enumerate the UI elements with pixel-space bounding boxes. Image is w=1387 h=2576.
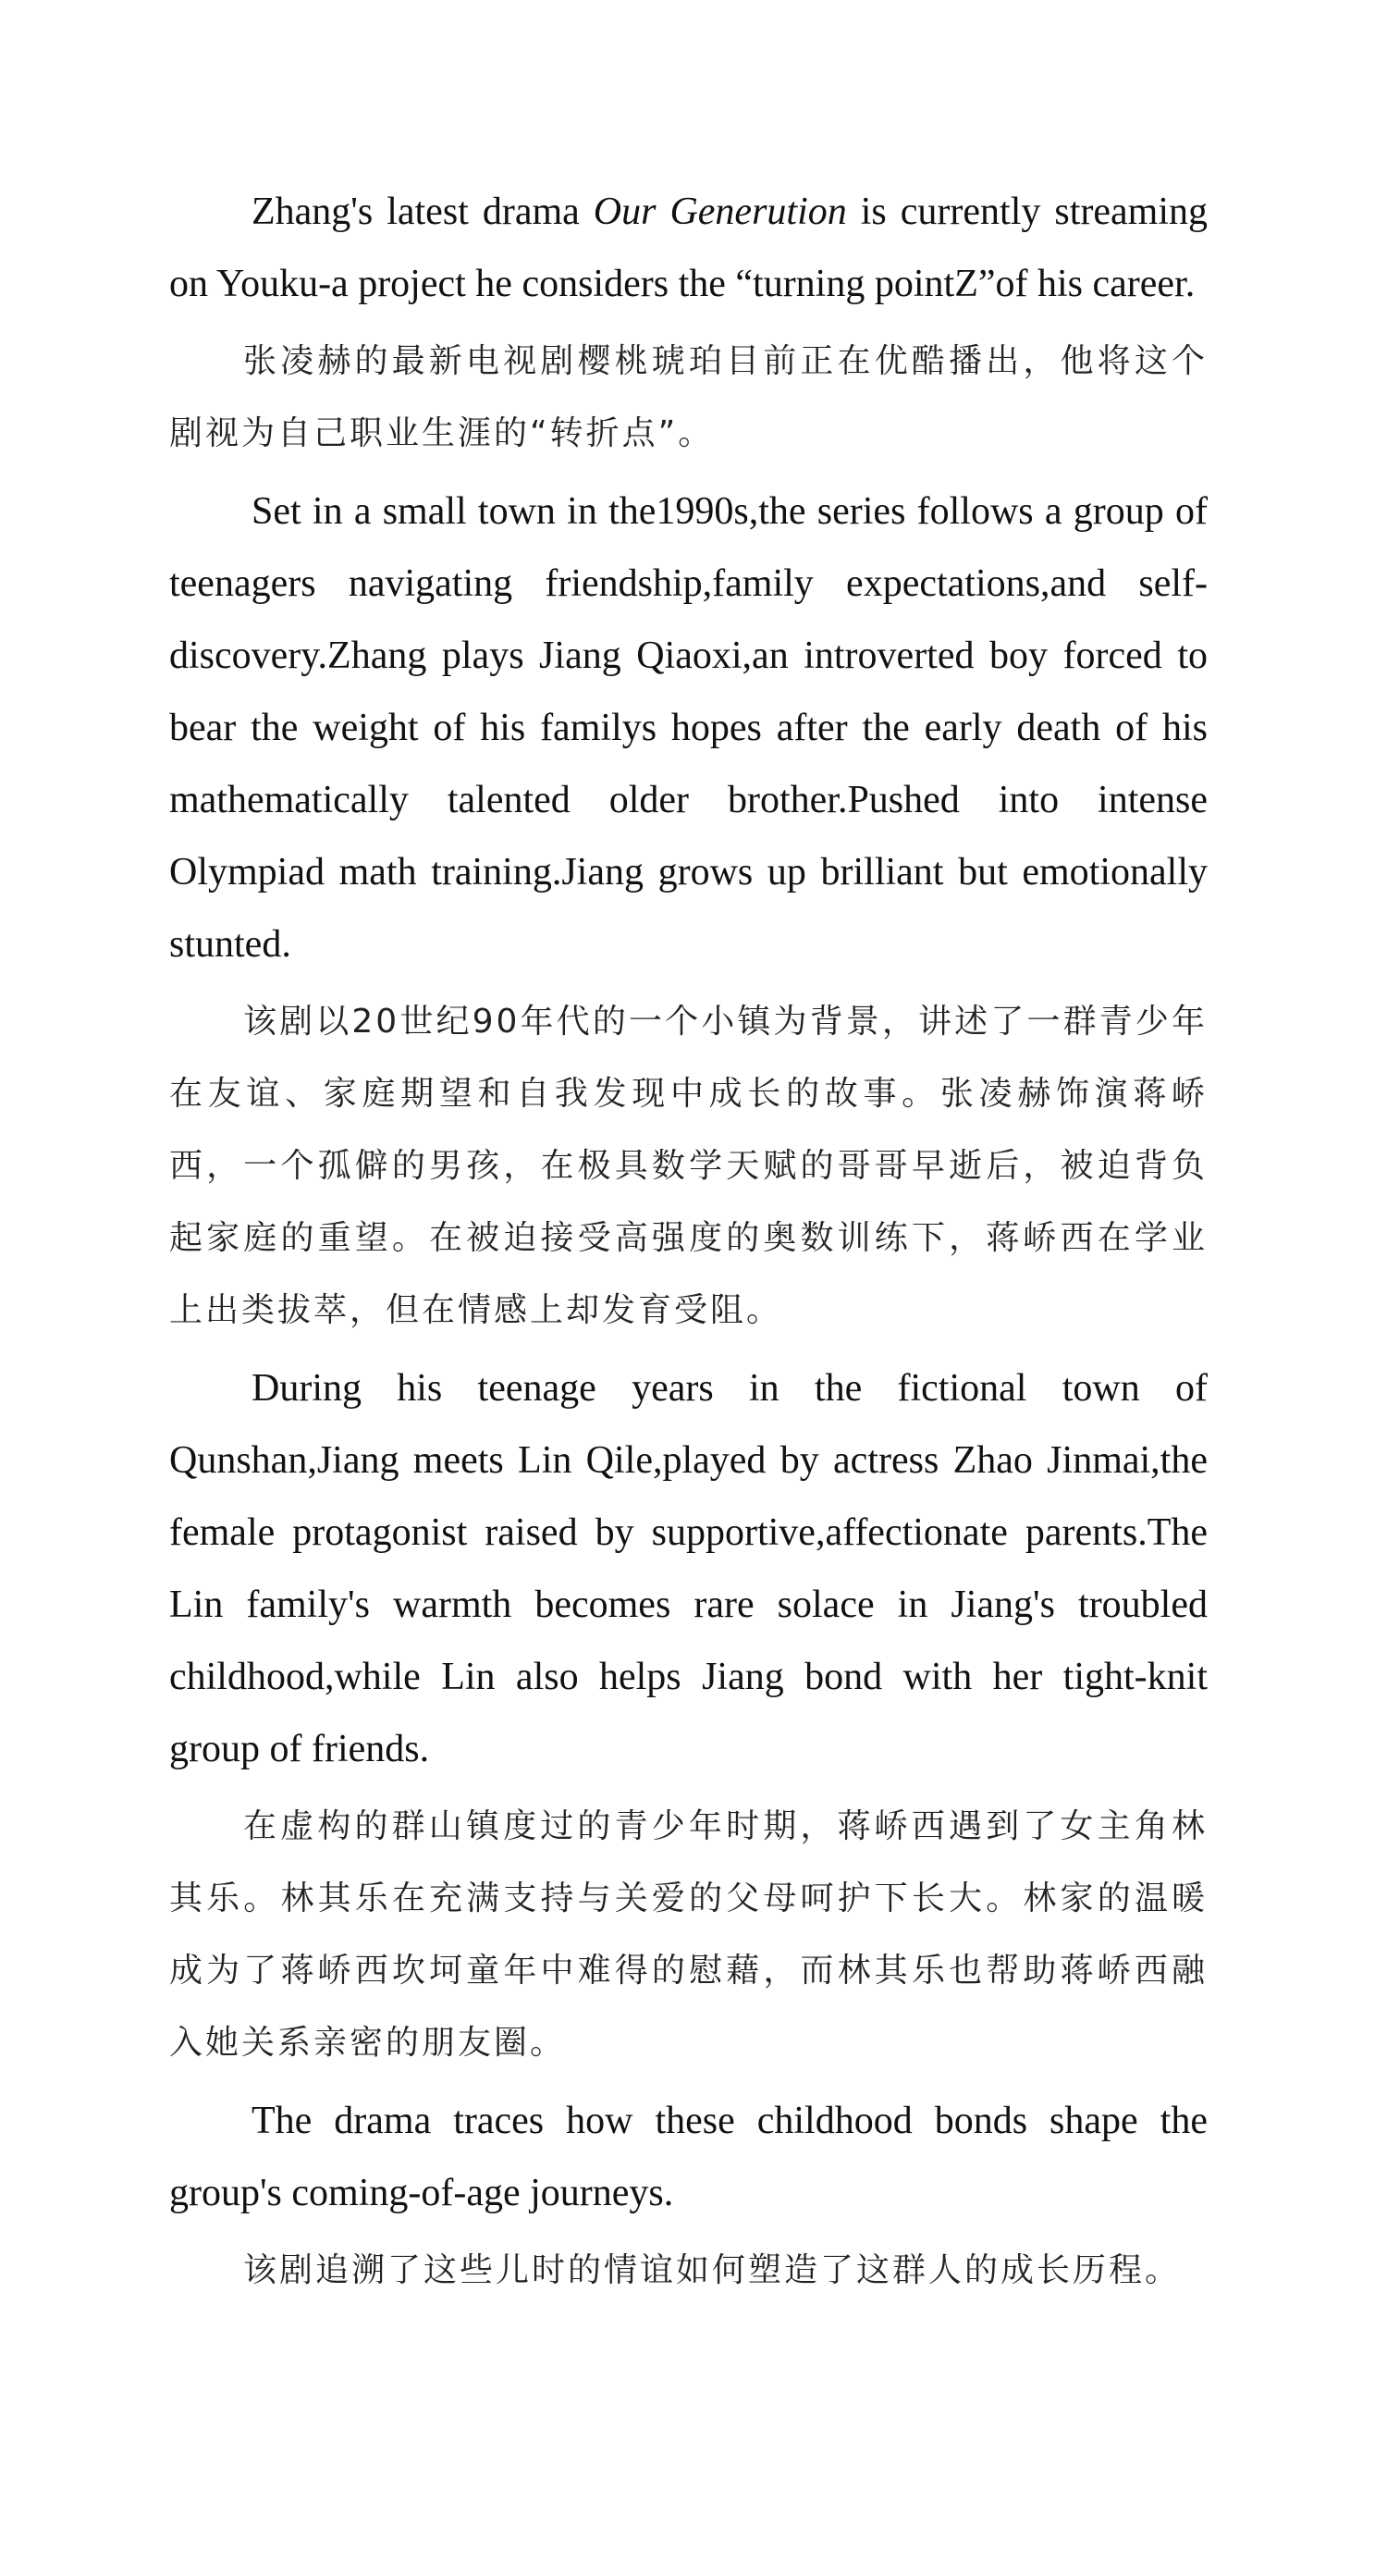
paragraph-english-1	[169, 176, 1208, 320]
paragraph-english-1-suffix: is currently streaming on Youku-a project he considers the “turning pointZ”of his career.	[169, 191, 1208, 305]
paragraph-chinese-2: 该剧以20世纪90年代的一个小镇为背景，讲述了一群青少年在友谊、家庭期望和自我发现中成长的故事。张凌赫饰演蒋峤西，一个孤僻的男孩，在极具数学天赋的哥哥早逝后，被迫背负起家庭的重望。在被迫接受高强度的奥数训练下，蒋峤西在学业上出类拔萃，但在情感上却发育受阻。	[169, 1003, 1208, 1329]
document-body	[169, 176, 1208, 2312]
paragraph-english-2: Set in a small town in the1990s,the series follows a group of teenagers navigating friendship,family expectations,and self-discovery.Zhang plays Jiang Qiaoxi,an introverted boy forced to bear the weight of his familys hopes after the early death of his mathematically talented older brother.Pushed into intense Olympiad math training.Jiang grows up brilliant but emotionally stunted.	[169, 490, 1208, 966]
drama-title: Our Generution	[593, 191, 847, 233]
paragraph-chinese-3: 在虚构的群山镇度过的青少年时期，蒋峤西遇到了女主角林其乐。林其乐在充满支持与关爱的父母呵护下长大。林家的温暖成为了蒋峤西坎坷童年中难得的慰藉，而林其乐也帮助蒋峤西融入她关系亲密的朋友圈。	[169, 1807, 1208, 2062]
paragraph-english-1-prefix: Zhang's latest drama	[252, 191, 594, 233]
paragraph-english-3: During his teenage years in the fictional town of Qunshan,Jiang meets Lin Qile,played by actress Zhao Jinmai,the female protagonist raised by supportive,affectionate parents.The Lin family's warmth becomes rare solace in Jiang's troubled childhood,while Lin also helps Jiang bond with her tight-knit group of friends.	[169, 1367, 1208, 1770]
paragraph-chinese-4: 该剧追溯了这些儿时的情谊如何塑造了这群人的成长历程。	[243, 2251, 1182, 2289]
paragraph-english-4: The drama traces how these childhood bonds shape the group's coming-of-age journeys.	[169, 2100, 1208, 2214]
paragraph-chinese-1: 张凌赫的最新电视剧樱桃琥珀目前正在优酷播出，他将这个剧视为自己职业生涯的“转折点”。	[169, 342, 1208, 452]
